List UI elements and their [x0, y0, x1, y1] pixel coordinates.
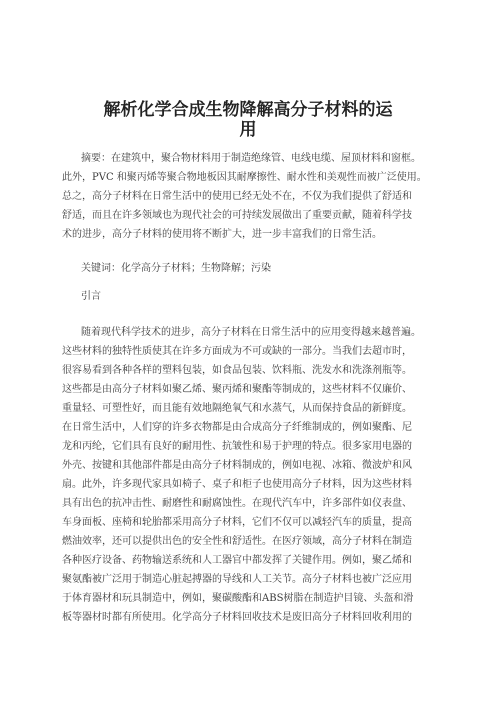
- abstract-line-1: 摘要：在建筑中，聚合物材料用于制造绝缘管、电线电缆、屋顶材料和窗框。: [81, 153, 421, 164]
- document-title-line-2: 用: [239, 120, 257, 140]
- body-line-15: 于体育器材和玩具制造中，例如，聚碳酸酯和ABS树脂在制造护目镜、头盔和滑: [62, 593, 414, 604]
- body-line-11: 车身面板、座椅和轮胎都采用高分子材料，它们不仅可以减轻汽车的质量，提高: [62, 517, 412, 528]
- body-line-16: 板等器材时都有所使用。化学高分子材料回收技术是废旧高分子材料回收利用的: [62, 612, 412, 623]
- body-line-6: 在日常生活中，人们穿的许多衣物都是由合成高分子纤维制成的，例如聚酯、尼: [62, 422, 412, 433]
- body-line-7: 龙和丙纶，它们具有良好的耐用性、抗皱性和易于护理的特点。很多家用电器的: [62, 441, 412, 452]
- body-line-10: 具有出色的抗冲击性、耐磨性和耐腐蚀性。在现代汽车中，许多部件如仪表盘、: [62, 498, 412, 509]
- body-line-5: 重量轻、可塑性好，而且能有效地隔绝氧气和水蒸气，从而保持食品的新鲜度。: [62, 403, 412, 414]
- body-line-9: 扇。此外，许多现代家具如椅子、桌子和柜子也使用高分子材料，因为这些材料: [62, 479, 412, 490]
- abstract-line-3: 总之，高分子材料在日常生活中的使用已经无处不在，不仅为我们提供了舒适和: [62, 191, 412, 202]
- body-line-3: 很容易看到各种各样的塑料包装，如食品包装、饮料瓶、洗发水和洗涤剂瓶等。: [62, 365, 412, 376]
- body-line-4: 这些都是由高分子材料如聚乙烯、聚丙烯和聚酯等制成的，这些材料不仅廉价、: [62, 384, 412, 395]
- body-line-8: 外壳、按键和其他部件都是由高分子材料制成的，例如电视、冰箱、微波炉和风: [62, 460, 412, 471]
- section-heading-introduction: 引言: [81, 291, 101, 302]
- body-line-2: 这些材料的独特性质使其在许多方面成为不可或缺的一部分。当我们去超市时，: [62, 346, 412, 357]
- body-line-1: 随着现代科学技术的进步，高分子材料在日常生活中的应用变得越来越普遍。: [81, 327, 421, 338]
- abstract-line-4: 舒适，而且在许多领域也为现代社会的可持续发展做出了重要贡献，随着科学技: [62, 210, 412, 221]
- body-line-13: 各种医疗设备、药物输送系统和人工器官中都发挥了关键作用。例如，聚乙烯和: [62, 555, 412, 566]
- abstract-line-2: 此外，PVC 和聚丙烯等聚合物地板因其耐摩擦性、耐水性和美观性而被广泛使用。: [62, 172, 427, 183]
- body-line-12: 燃油效率，还可以提供出色的安全性和舒适性。在医疗领域，高分子材料在制造: [62, 536, 412, 547]
- body-line-14: 聚氨酯被广泛用于制造心脏起搏器的导线和人工关节。高分子材料也被广泛应用: [62, 574, 412, 585]
- keywords: 关键词：化学高分子材料；生物降解；污染: [81, 263, 271, 274]
- document-title-line-1: 解析化学合成生物降解高分子材料的运: [103, 100, 393, 120]
- abstract-line-5: 术的进步，高分子材料的使用将不断扩大，进一步丰富我们的日常生活。: [62, 229, 382, 240]
